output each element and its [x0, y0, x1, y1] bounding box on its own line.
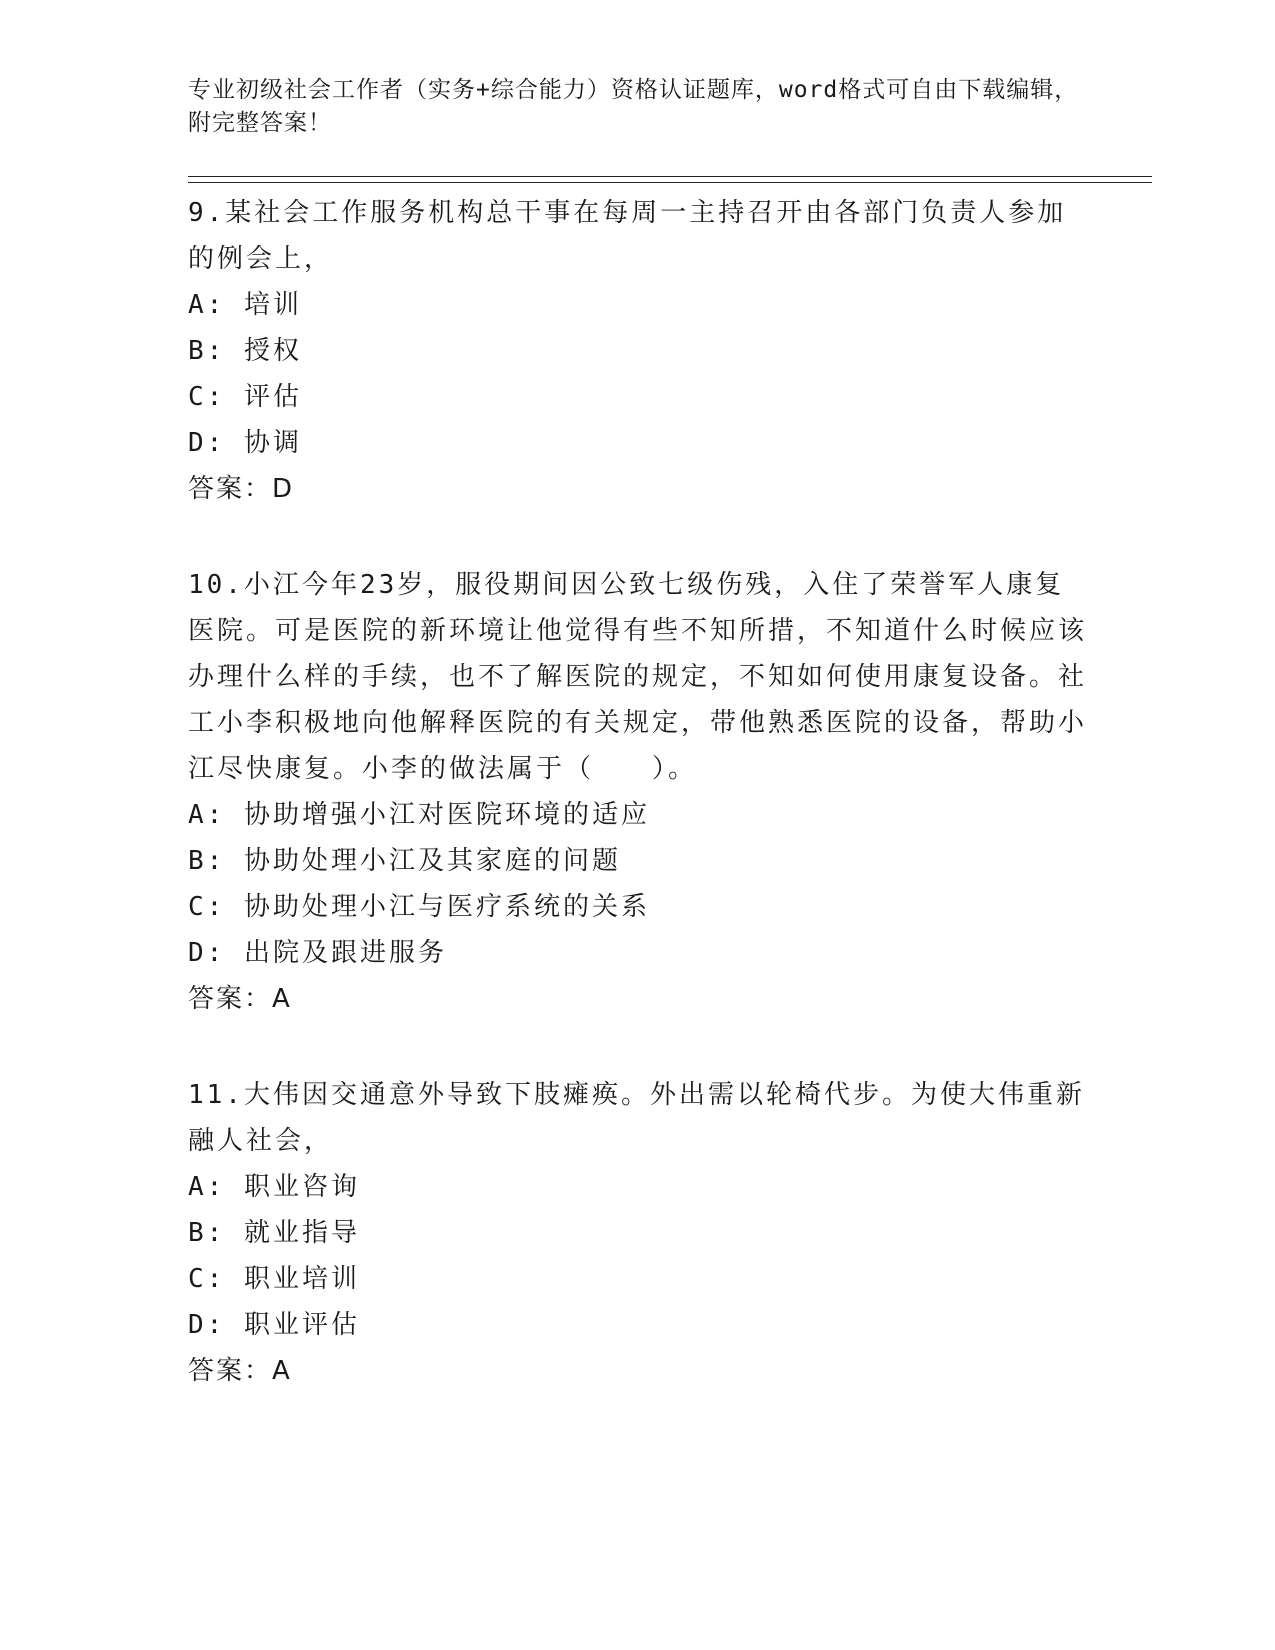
option-a: A: 协助增强小江对医院环境的适应	[188, 800, 650, 830]
answer-label: 答案：D	[188, 474, 295, 504]
option-d: D: 协调	[188, 428, 302, 458]
answer-label: 答案：A	[188, 1356, 292, 1386]
option-c: C: 职业培训	[188, 1264, 360, 1294]
header-divider-bottom	[188, 182, 1152, 183]
question-9	[188, 190, 1088, 512]
question-text: 10.小江今年23岁，服役期间因公致七级伤残，入住了荣誉军人康复医院。可是医院的新环境让他觉得有些不知所措，不知道什么时候应该办理什么样的手续，也不了解医院的规定，不知如何使用康复设备。社工小李积极地向他解释医院的有关规定，带他熟悉医院的设备，帮助小江尽快康复。小李的做法属于（ ）。	[188, 570, 1088, 784]
question-text: 9.某社会工作服务机构总干事在每周一主持召开由各部门负责人参加的例会上，	[188, 198, 1067, 274]
option-b: B: 就业指导	[188, 1218, 360, 1248]
option-d: D: 职业评估	[188, 1310, 360, 1340]
question-text: 11.大伟因交通意外导致下肢瘫痪。外出需以轮椅代步。为使大伟重新融人社会，	[188, 1080, 1085, 1156]
option-b: B: 协助处理小江及其家庭的问题	[188, 846, 621, 876]
option-d: D: 出院及跟进服务	[188, 938, 447, 968]
option-a: A: 培训	[188, 290, 302, 320]
question-list	[188, 190, 1088, 1444]
option-a: A: 职业咨询	[188, 1172, 360, 1202]
option-b: B: 授权	[188, 336, 302, 366]
document-header: 专业初级社会工作者（实务+综合能力）资格认证题库，word格式可自由下载编辑，附完整答案！	[188, 77, 1079, 136]
question-11	[188, 1072, 1088, 1394]
option-c: C: 评估	[188, 382, 302, 412]
answer-label: 答案：A	[188, 984, 292, 1014]
question-10	[188, 562, 1088, 1022]
header-divider-top	[188, 176, 1152, 177]
option-c: C: 协助处理小江与医疗系统的关系	[188, 892, 650, 922]
